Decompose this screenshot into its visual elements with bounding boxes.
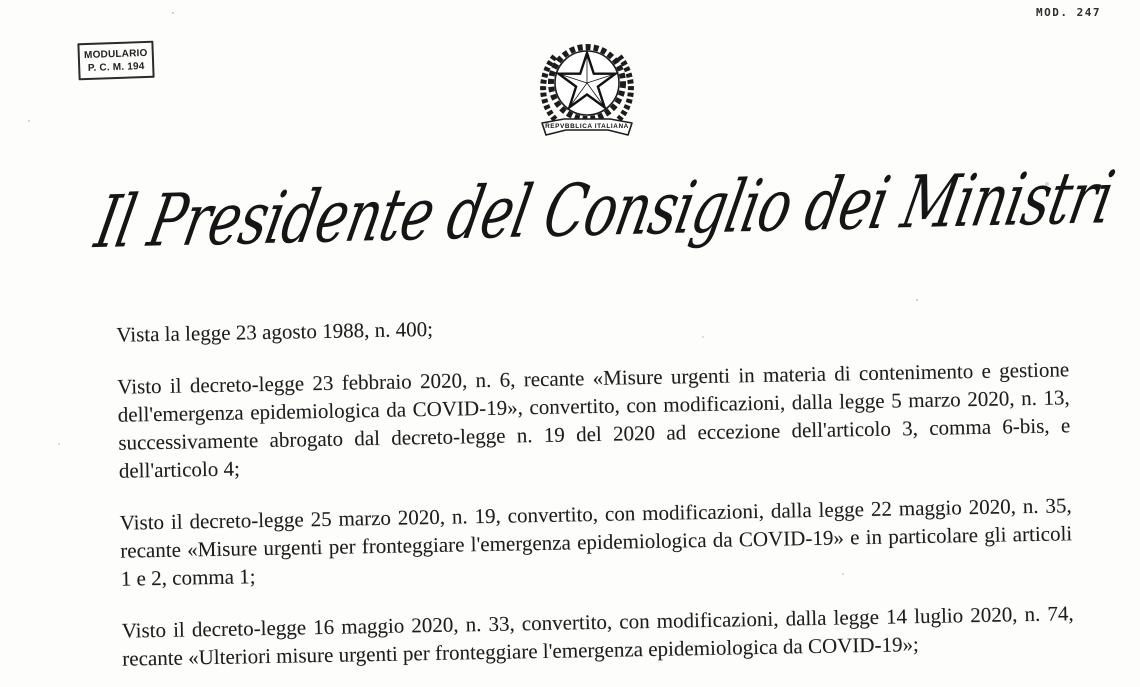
recital-paragraph-3: Visto il decreto-legge 25 marzo 2020, n. 19, convertito, con modificazioni, dalla legge 22 maggio 2020, n. 35, recante «Misure urgenti per fronteggiare l'emergenza epidemiologica da COVID-19» e in particolare gli articoli 1 e 2, comma 1; bbox=[119, 493, 1073, 591]
ribbon-banner-text: REPVBBLICA ITALIANA bbox=[545, 123, 629, 130]
recital-paragraph-4: Visto il decreto-legge 16 maggio 2020, n. 33, convertito, con modificazioni, dalla legge 14 luglio 2020, n. 74, recante «Ulteriori misure urgenti per fronteggiare l'emergenza epidemiologica da COVID-19»; bbox=[121, 601, 1074, 671]
letterhead-title: Il Presidente del Consiglio dei Ministri bbox=[88, 154, 1121, 265]
republic-emblem-icon bbox=[524, 36, 650, 140]
modulario-stamp bbox=[77, 41, 154, 81]
recital-paragraph-1: Vista la legge 23 agosto 1988, n. 400; bbox=[116, 316, 434, 347]
modulario-stamp-line2: P. C. M. 194 bbox=[87, 61, 145, 74]
recital-paragraph-2: Visto il decreto-legge 23 febbraio 2020, n. 6, recante «Misure urgenti in materia di contenimento e gestione dell'emergenza epidemiologica da COVID-19», convertito, con modificazioni, dalla legge 5 marzo 2020, n. 13, successivamente abrogato dal decreto-legge n. 19 del 2020 ad eccezione dell'articolo 3, comma 6-bis, e dell'articolo 4; bbox=[117, 357, 1071, 483]
document-body bbox=[116, 303, 1075, 687]
mod-number-label: MOD. 247 bbox=[1036, 6, 1101, 19]
scan-speckles bbox=[0, 0, 2, 2]
modulario-stamp-line1: MODULARIO bbox=[83, 47, 148, 62]
